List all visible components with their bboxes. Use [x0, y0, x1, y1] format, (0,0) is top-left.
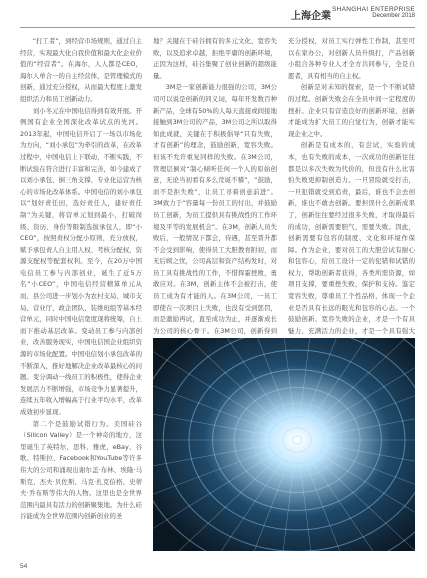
magazine-header — [332, 6, 415, 20]
paragraph: 创新是有成本的，有尝试，实验的成本，也有失败的成本，一次成功的创新往往都是以多次失败为代价的，但没有什么比害怕失败更抑制创造力。一旦冒险就受打击，一旦犯错就受到追责，最后，谁也不会去创新，谁也不敢去创新。要担误什么创新成果了，创新往往要经过很多失败，才取得最后的成功，创新需要胆气，需要失败。因此，创新需要有包容的制度、文化和环境作保障。作为企业，要对员工的大胆尝试有耐心和包容心，给员工设计一定的犯错和试错的权力，帮助创新者获得，各类所需资源，如项目支撑，要重挫失败，保护和支持。鉴定宽容失败，尊重员工个性品格，体现一个企业是否具有长远的眼光和包容的心态。一个鼓励创新、宽容失败的企业，才是一个有具魅力、充满活力的企业，才是一个具有强大 — [288, 141, 415, 335]
header-divider — [20, 27, 415, 28]
paragraph: 刘小冬元在中国电信得到有效开展。开例国有企业全国深化改革试点的先河。2013年起，中国电信开启了一场以市场化为方向，“刘小承包”为牵引的改革，在改革过程中，中国电信上下联动，不断实践，不断试验在符合进行丰富和完善，如今建成了以刘小承包、倒三角支撑、专业化运营为核心的市场化改革体系。中国电信的刘小承包以“划好责任田，选好责任人，建好责任制”为关键，将营单元划到最小，打破岗级、资历、身份等限制选拔承包人，即“小CEO”，按照责权分配小原则，充分放权，赋予承包责人自主用人权、考核分配权、资源支配权等配套权利。至今，在20万中国电信员工参与内部创业，诞生了近5万名“小CEO”，中国电信经营精算单元从而、县公司进一步划小为农村支局、城市支局、营业厅、政企团队、装维班组等基本经营单元，同时中国电信宽度现将统筹，自上而下推动基层改革。变动员工参与内部创业，改善服务现实，中国电信国企业组织资源的市场化配置。中国电信划小承包改革的不断深入，推好地解决企业改革最核心的问题。变分调动一线员工的积极性，使得企业发展活力不断增强，市场竞争力显著提升，连续五年收入增幅高于行业平均水平，改革成效初步显现。 — [20, 106, 142, 416]
paragraph: 创新是对未知的探索，是一个不断试错的过程。创新失败会在全员中间一定程度的挫折。企业只有营造良好的创新环境，创新才能成为扩大员工的自觉行为，创新才能实现企业之中。 — [288, 83, 415, 138]
magazine-logo: 上海企業 — [291, 11, 331, 22]
paragraph: 第二个是鼓励试错行为。美国硅谷（Silicon Valley）是一个神奇的地方，这里诞生了英特尔、思科、雅虎、eBay、谷歌、特斯拉、Facebook和YouTube等许多伟大的公司和涌现出谢尔盖·布林、埃隆·马斯克、杰夫·贝佐斯、马克·扎克伯格、史蒂夫·乔布斯等伟大的人物。这里也是全世界范围内最具有活力的创新聚集地。为什么硅谷能成为全世界范围内创新创业的圣 — [20, 419, 142, 521]
paragraph: 地？关键在于硅谷拥有的多元文化、宽容失败，以及追求卓越，拒绝平庸的创新环境，正因为这样，硅谷集聚了创业创新的超级能量。 — [153, 37, 277, 80]
article-column-3 — [288, 36, 415, 349]
paragraph: 充分授权，对员工实行弹性工作制，甚至可以在家办公，对创新人员升级打，产品创新小组合各种专业人才全方共同参与，全是自愿者，具有相当的自主权。 — [288, 37, 415, 80]
paragraph: 3M是一家创新能力很强的公司，3M公司可以说是创新的同义词，每年开发数百种新产品，全球有50%的人每天直接或间接地接触到3M公司的产品，3M公司之所以取得如此成就，关键在于积极倡导“只有失败，才有创新”的理念，鼓励创新，宽容失败。但该不允许重复同样的失败。在3M公司，管理层倒对“制心倾听任何一个人的原始创意，无论当初看有多么荒诞不稽”，“鼓励，而不是拒失败”，让员工寻着创意前进”。3M致力于“容量每一份员工的付出，并鼓励员工创新，为员工提供具有挑战性的工作环境及平等的发展机会”。在3M，创新人员失败后，一般情况下都会，待遇，甚至晋升都不会受到影响，使得员工大胆教育附初，而无后顾之忧，公司高层和资产结构发时，对员工具有挑战性的工作，不惜挥霍挫败，勇敢应对。在3M，创新主体不会被打击，使员工成为有才能的人。在3M公司，一员工即使在一次项目上失败，也没有受到惩罚，而是激励再试，直至成功为止，并逐渐成长为公司的核心骨干。在3M公司，创新得到 — [153, 83, 277, 335]
issue-date: December 2018 — [372, 13, 415, 19]
article-column-2 — [153, 36, 277, 349]
article-column-1 — [20, 36, 142, 523]
magazine-title: SHANGHAI ENTERPRISE — [332, 6, 415, 13]
page-number: 54 — [20, 563, 28, 570]
paragraph: “打工者”，到经营市场规则，通过自主经营，实现最大化自我价值和最大化企业价值的“经营者”。在海尔，人人都是CEO，海尔人单合一的自主经营体，是管理模式的创新，通过充分授权，从而最大程度上激发组织活力和员工创新动力。 — [20, 37, 142, 103]
tunnel-illustration — [153, 338, 415, 551]
